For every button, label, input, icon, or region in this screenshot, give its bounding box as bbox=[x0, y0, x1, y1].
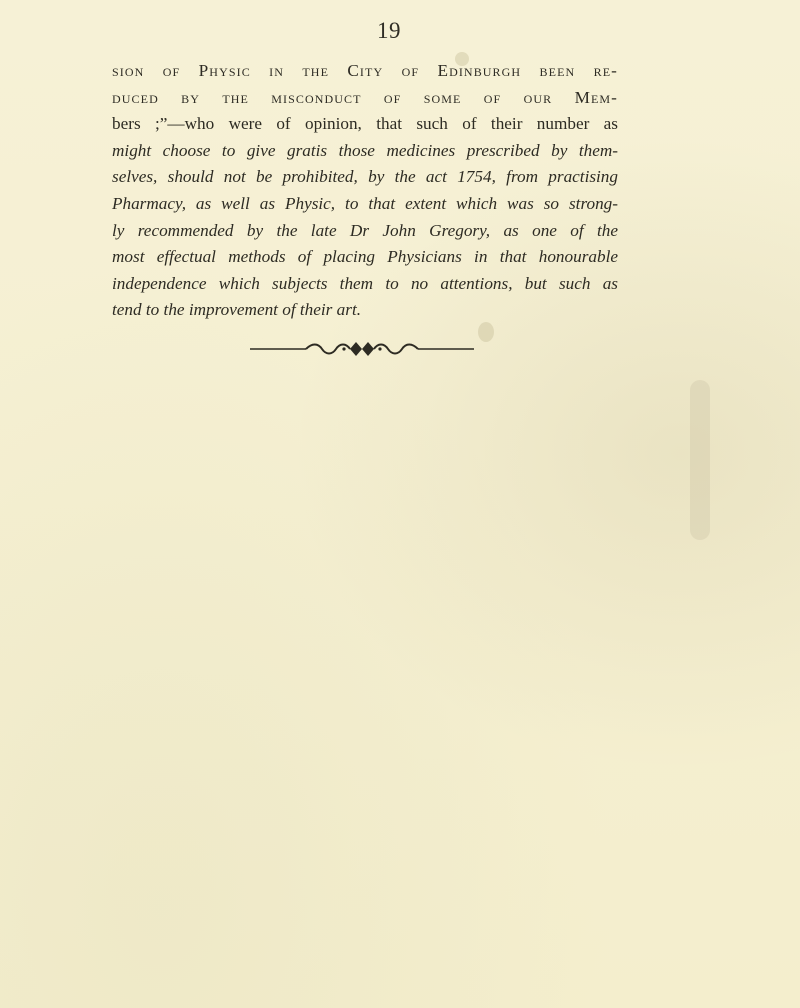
text-line: sion of Physic in the City of Edinburgh been re- bbox=[112, 61, 618, 80]
paper-stain bbox=[690, 380, 710, 540]
body-text bbox=[112, 58, 618, 324]
text-line: bers ;”—who were of opinion, that such of their number as bbox=[112, 114, 618, 134]
text-line: most effectual methods of placing Physicians in that honourable bbox=[112, 247, 618, 267]
text-line: Pharmacy, as well as Physic, to that extent which was so strong- bbox=[112, 193, 618, 213]
text-line: selves, should not be prohibited, by the act 1754, from practising bbox=[112, 167, 618, 187]
text-line: duced by the misconduct of some of our Mem- bbox=[112, 87, 618, 107]
paper-stain bbox=[478, 322, 494, 342]
decorative-rule bbox=[248, 337, 476, 361]
text-line: might choose to give gratis those medicines prescribed by them- bbox=[112, 140, 618, 160]
text-line: tend to the improvement of their art. bbox=[112, 300, 362, 320]
text-line: independence which subjects them to no attentions, but such as bbox=[112, 273, 618, 293]
page-number: 19 bbox=[377, 18, 401, 43]
text-line: ly recommended by the late Dr John Gregory, as one of the bbox=[112, 220, 618, 240]
